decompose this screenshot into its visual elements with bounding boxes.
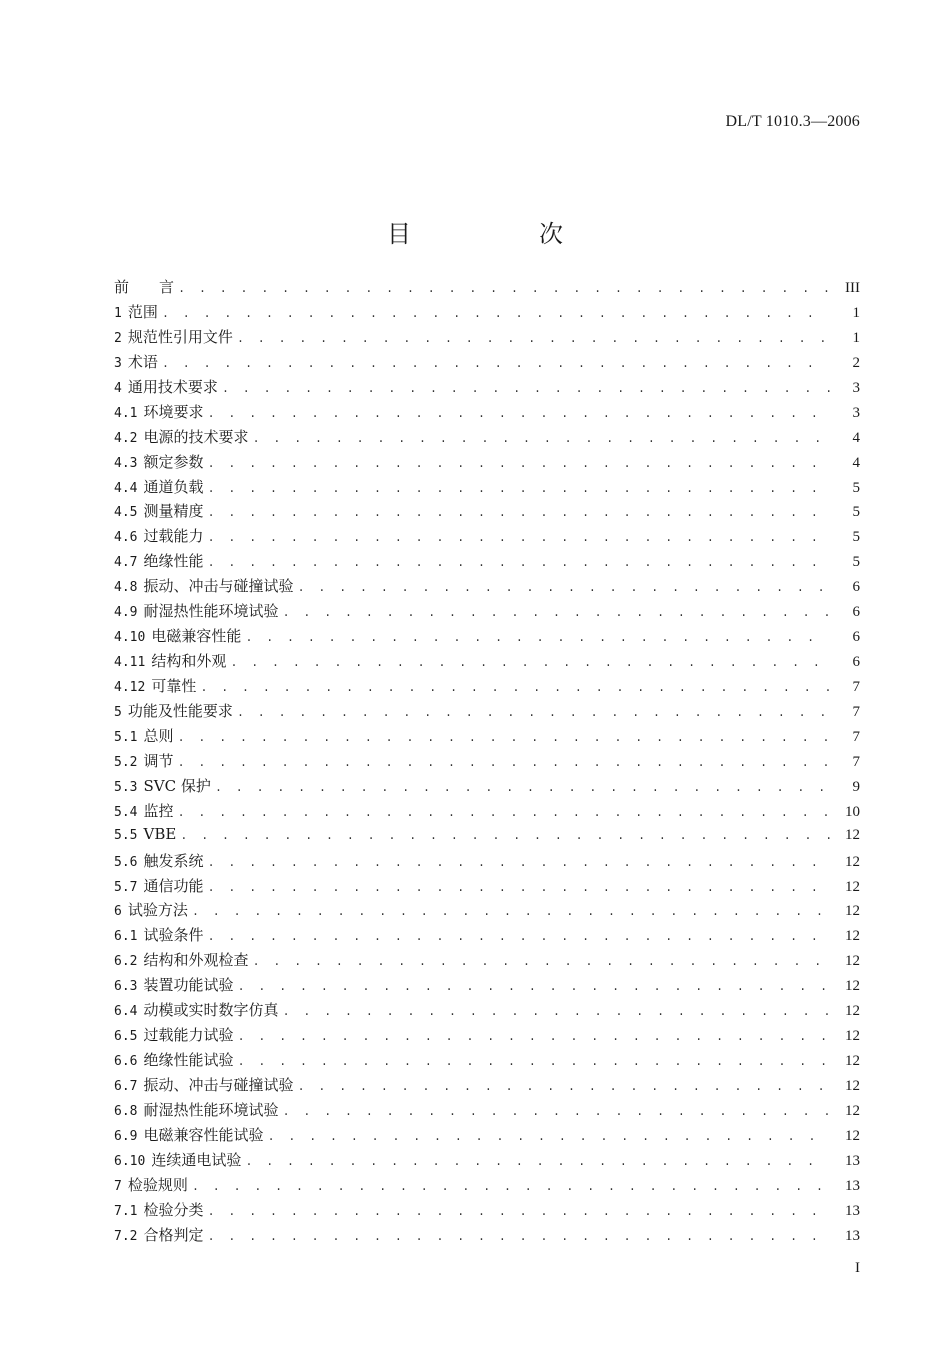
toc-entry-page: 12 (845, 1028, 860, 1045)
toc-entry-number: 4.6 (114, 530, 138, 546)
toc-entry-label (114, 899, 192, 920)
toc-entry-page: 9 (852, 778, 860, 795)
toc-leader-dots (245, 631, 830, 645)
toc-entry-number: 4.4 (114, 480, 138, 496)
toc-entry[interactable] (114, 1074, 860, 1099)
toc-entry-page: 12 (845, 826, 860, 843)
toc-entry-number: 5.4 (114, 804, 138, 820)
toc-entry-page: 13 (845, 1177, 860, 1194)
toc-leader-dots (208, 506, 831, 520)
toc-entry-text: 试验条件 (143, 926, 204, 945)
toc-entry-page: 12 (845, 1127, 860, 1144)
toc-entry[interactable] (114, 974, 860, 999)
toc-entry-text: 触发系统 (143, 851, 204, 870)
toc-entry-page: 1 (852, 329, 860, 346)
toc-entry-page: 12 (845, 928, 860, 945)
toc-entry-text: 检验规则 (127, 1175, 188, 1194)
toc-entry-label (114, 1149, 245, 1170)
toc-entry-text: 环境要求 (143, 402, 204, 421)
toc-entry-text: 范围 (127, 302, 158, 321)
toc-entry-number: 4.2 (114, 430, 138, 446)
toc-entry-text: 调节 (143, 751, 174, 770)
toc-entry-label (114, 600, 283, 621)
toc-entry[interactable] (114, 1224, 860, 1249)
toc-leader-dots (162, 357, 830, 371)
toc-entry-number: 2 (114, 330, 122, 346)
toc-entry-label (114, 476, 208, 497)
toc-entry-text: 通用技术要求 (127, 377, 218, 396)
toc-leader-dots (192, 1180, 830, 1194)
toc-entry-text: 总则 (143, 726, 174, 745)
toc-leader-dots (215, 781, 830, 795)
toc-leader-dots (208, 856, 831, 870)
toc-entry-label (114, 525, 208, 546)
toc-entry[interactable] (114, 1099, 860, 1124)
toc-entry-number: 4.9 (114, 605, 138, 621)
toc-entry-page: 12 (845, 903, 860, 920)
toc-entry-page: 12 (845, 953, 860, 970)
toc-entry-page: 13 (845, 1152, 860, 1169)
toc-entry-text: 试验方法 (127, 901, 188, 920)
toc-entry-number: 4.11 (114, 655, 146, 671)
toc-entry-number: 7 (114, 1178, 122, 1194)
toc-entry-number: 6.10 (114, 1153, 146, 1169)
toc-entry-number: 3 (114, 355, 122, 371)
toc-entry-label (114, 575, 298, 596)
toc-entry-number: 4.10 (114, 630, 146, 646)
toc-entry[interactable] (114, 1124, 860, 1149)
toc-entry-label (114, 850, 208, 871)
toc-entry-number: 5.3 (114, 779, 138, 795)
toc-entry-text: 测量精度 (143, 502, 204, 521)
toc-entry[interactable] (114, 476, 860, 501)
toc-entry-page: 7 (852, 679, 860, 695)
toc-entry-number: 6.9 (114, 1128, 138, 1144)
toc-entry[interactable] (114, 525, 860, 550)
toc-entry-page: 5 (852, 554, 860, 571)
toc-entry[interactable] (114, 451, 860, 476)
toc-entry[interactable] (114, 500, 860, 525)
toc-entry-label (114, 800, 178, 821)
toc-entry-number: 6.8 (114, 1103, 138, 1119)
toc-entry-number: 4.5 (114, 505, 138, 521)
toc-entry[interactable] (114, 775, 860, 800)
toc-entry-page: 3 (852, 379, 860, 396)
toc-entry-label (114, 775, 215, 796)
toc-entry-page: 7 (852, 728, 860, 745)
toc-entry[interactable] (114, 301, 860, 326)
toc-leader-dots (162, 307, 830, 321)
toc-entry[interactable] (114, 351, 860, 376)
toc-leader-dots (283, 1105, 831, 1119)
toc-entry-number: 6.7 (114, 1079, 138, 1094)
toc-entry-text: 监控 (143, 801, 174, 820)
toc-entry-page: 12 (845, 1078, 860, 1094)
toc-entry-number: 4.7 (114, 555, 138, 571)
toc-entry-page: 3 (852, 404, 860, 421)
toc-leader-dots (253, 955, 831, 969)
toc-leader-dots (208, 1230, 831, 1244)
toc-entry[interactable] (114, 850, 860, 875)
toc-entry-text: 电磁兼容性能试验 (143, 1125, 264, 1144)
toc-leader-dots (180, 829, 830, 843)
toc-entry[interactable] (114, 725, 860, 750)
toc-entry[interactable] (114, 949, 860, 974)
toc-leader-dots (178, 282, 830, 296)
toc-leader-dots (283, 606, 831, 620)
toc-entry-label (114, 550, 208, 571)
toc-leader-dots (208, 881, 831, 895)
toc-entry-text: 耐湿热性能环境试验 (143, 602, 279, 621)
toc-entry-number: 6.2 (114, 954, 138, 970)
toc-entry-number: 7.2 (114, 1228, 138, 1244)
toc-entry-label (114, 1074, 298, 1095)
toc-entry-label (114, 1224, 208, 1245)
toc-entry-label (114, 625, 245, 646)
toc-entry[interactable] (114, 600, 860, 625)
toc-entry-text: 电源的技术要求 (143, 427, 249, 446)
toc-entry-page: 4 (852, 454, 860, 471)
toc-entry-text: 绝缘性能试验 (143, 1051, 234, 1070)
toc-entry-page: 12 (845, 1102, 860, 1119)
toc-entry-text: 可靠性 (151, 677, 197, 695)
toc-entry[interactable] (114, 650, 860, 675)
toc-entry-number: 4.3 (114, 455, 138, 471)
toc-entry-label (114, 401, 208, 422)
toc-leader-dots (208, 556, 831, 570)
toc-entry[interactable] (114, 376, 860, 401)
toc-entry-number: 4.1 (114, 405, 138, 421)
toc-entry-page: 12 (845, 878, 860, 895)
toc-leader-dots (200, 681, 830, 695)
toc-leader-dots (298, 1080, 831, 1094)
toc-entry[interactable] (114, 426, 860, 451)
toc-entry-number: 4.8 (114, 580, 138, 596)
toc-entry-text: 动模或实时数字仿真 (143, 1001, 279, 1020)
toc-entry-number: 5 (114, 704, 122, 720)
toc-leader-dots (208, 930, 831, 944)
toc-entry-number: 6.5 (114, 1029, 138, 1045)
toc-entry[interactable] (114, 675, 860, 700)
toc-entry-page: 7 (852, 703, 860, 720)
toc-entry-label (114, 825, 180, 843)
toc-entry[interactable] (114, 1174, 860, 1199)
toc-leader-dots (178, 806, 831, 820)
toc-entry[interactable] (114, 899, 860, 924)
toc-entry-number: 5.7 (114, 879, 138, 895)
toc-entry-text: 通道负载 (143, 477, 204, 496)
toc-entry-label (114, 650, 230, 671)
toc-entry-page: 12 (845, 978, 860, 995)
toc-entry-text: 结构和外观检查 (143, 951, 249, 970)
toc-entry-label (114, 1049, 238, 1070)
toc-entry-text: 装置功能试验 (143, 976, 234, 995)
toc-entry[interactable] (114, 875, 860, 900)
toc-entry-text: 连续通电试验 (151, 1150, 242, 1169)
toc-entry-number: 6.1 (114, 929, 138, 945)
toc-entry-label (114, 301, 162, 322)
toc-entry-text: 术语 (127, 352, 158, 371)
toc-entry-label (114, 875, 208, 896)
toc-entry-label (114, 500, 208, 521)
toc-entry-label (114, 1199, 208, 1220)
toc-leader-dots (238, 980, 831, 994)
toc-entry-text: SVC 保护 (143, 776, 211, 795)
toc-entry-page: 13 (845, 1227, 860, 1244)
toc-entry-text: 振动、冲击与碰撞试验 (143, 577, 294, 596)
toc-entry-number: 5.2 (114, 754, 138, 770)
toc-entry-number: 4.12 (114, 680, 146, 695)
toc-entry-text: 规范性引用文件 (127, 327, 233, 346)
toc-leader-dots (230, 656, 830, 670)
toc-entry[interactable] (114, 750, 860, 775)
toc-leader-dots (178, 756, 831, 770)
toc-entry-label (114, 675, 200, 696)
toc-entry[interactable] (114, 800, 860, 825)
toc-entry-number: 5.5 (114, 827, 138, 843)
toc-leader-dots (178, 731, 831, 745)
standard-code: DL/T 1010.3—2006 (725, 113, 860, 130)
toc-entry-page: 5 (852, 479, 860, 496)
toc-leader-dots (237, 706, 830, 720)
toc-entry-label (114, 725, 178, 746)
toc-entry[interactable] (114, 401, 860, 426)
toc-leader-dots (237, 332, 830, 346)
toc-entry-text: 前 言 (114, 278, 175, 296)
toc-entry-text: VBE (143, 824, 177, 843)
toc-entry-page: 5 (852, 529, 860, 546)
toc-entry-text: 通信功能 (143, 876, 204, 895)
toc-entry-label (114, 376, 222, 397)
toc-leader-dots (245, 1155, 830, 1169)
toc-entry[interactable] (114, 999, 860, 1024)
toc-leader-dots (208, 407, 831, 421)
toc-entry-page: 1 (852, 304, 860, 321)
toc-entry-page: 12 (845, 853, 860, 870)
toc-entry-page: 2 (852, 354, 860, 371)
toc-entry-page: 6 (852, 654, 860, 671)
toc-entry-page: 13 (845, 1202, 860, 1219)
toc-entry-label (114, 276, 178, 297)
toc-entry-text: 功能及性能要求 (127, 701, 233, 720)
toc-leader-dots (208, 457, 831, 471)
toc-entry-page: 12 (845, 1003, 860, 1020)
toc-entry-page: 6 (852, 604, 860, 621)
toc-entry[interactable] (114, 1049, 860, 1074)
toc-entry-label (114, 974, 238, 995)
toc-entry[interactable] (114, 326, 860, 351)
toc-entry-label (114, 1024, 238, 1045)
toc-entry[interactable] (114, 1199, 860, 1224)
toc-entry-label (114, 426, 253, 447)
toc-entry-text: 额定参数 (143, 452, 204, 471)
toc-entry-page: 10 (845, 803, 860, 820)
toc-leader-dots (208, 1205, 831, 1219)
toc-leader-dots (268, 1130, 831, 1144)
toc-entry-label (114, 326, 237, 347)
table-of-contents (114, 276, 860, 1249)
toc-entry-page: 6 (852, 579, 860, 596)
toc-entry-number: 4 (114, 380, 122, 396)
toc-leader-dots (208, 531, 831, 545)
toc-entry-label (114, 750, 178, 771)
toc-entry-label (114, 1174, 192, 1195)
toc-leader-dots (238, 1055, 831, 1069)
toc-entry-number: 6.4 (114, 1004, 138, 1020)
toc-leader-dots (253, 432, 831, 446)
toc-entry-text: 振动、冲击与碰撞试验 (143, 1076, 294, 1094)
toc-entry[interactable] (114, 1024, 860, 1049)
page-number: I (855, 1260, 860, 1276)
toc-entry-text: 检验分类 (143, 1200, 204, 1219)
toc-entry-text: 结构和外观 (151, 652, 227, 671)
toc-entry-page: 12 (845, 1053, 860, 1070)
toc-entry[interactable] (114, 924, 860, 949)
toc-entry[interactable] (114, 575, 860, 600)
toc-entry-number: 6.3 (114, 979, 138, 995)
toc-entry[interactable] (114, 1149, 860, 1174)
toc-entry-number: 7.1 (114, 1203, 138, 1219)
toc-entry[interactable] (114, 550, 860, 575)
toc-entry-text: 耐湿热性能环境试验 (143, 1100, 279, 1119)
toc-entry-text: 过载能力 (143, 527, 204, 546)
toc-leader-dots (208, 482, 831, 496)
toc-entry-label (114, 924, 208, 945)
toc-entry-label (114, 949, 253, 970)
toc-entry-number: 5.1 (114, 729, 138, 745)
toc-entry-text: 绝缘性能 (143, 552, 204, 571)
toc-entry-number: 1 (114, 305, 122, 321)
toc-entry-number: 5.6 (114, 854, 138, 870)
toc-leader-dots (192, 905, 830, 919)
toc-leader-dots (283, 1005, 831, 1019)
toc-entry-text: 电磁兼容性能 (151, 627, 242, 646)
toc-entry-number: 6 (114, 904, 122, 920)
toc-entry-page: 5 (852, 504, 860, 521)
toc-entry-page: 4 (852, 429, 860, 446)
toc-entry-label (114, 451, 208, 472)
toc-leader-dots (222, 382, 830, 396)
toc-leader-dots (238, 1030, 831, 1044)
toc-entry-page: 6 (852, 629, 860, 646)
toc-entry-label (114, 351, 162, 372)
toc-entry-label (114, 1099, 283, 1120)
toc-entry[interactable] (114, 276, 860, 301)
toc-entry-text: 合格判定 (143, 1225, 204, 1244)
toc-entry[interactable] (114, 825, 860, 850)
toc-entry-number: 6.6 (114, 1054, 138, 1070)
toc-entry-page: III (845, 280, 860, 296)
toc-leader-dots (298, 581, 831, 595)
toc-entry-text: 过载能力试验 (143, 1026, 234, 1045)
toc-entry-page: 7 (852, 753, 860, 770)
toc-entry[interactable] (114, 625, 860, 650)
toc-entry-label (114, 700, 237, 721)
toc-entry-label (114, 999, 283, 1020)
toc-entry[interactable] (114, 700, 860, 725)
page-title: 目 次 (387, 220, 615, 249)
toc-entry-label (114, 1124, 268, 1145)
